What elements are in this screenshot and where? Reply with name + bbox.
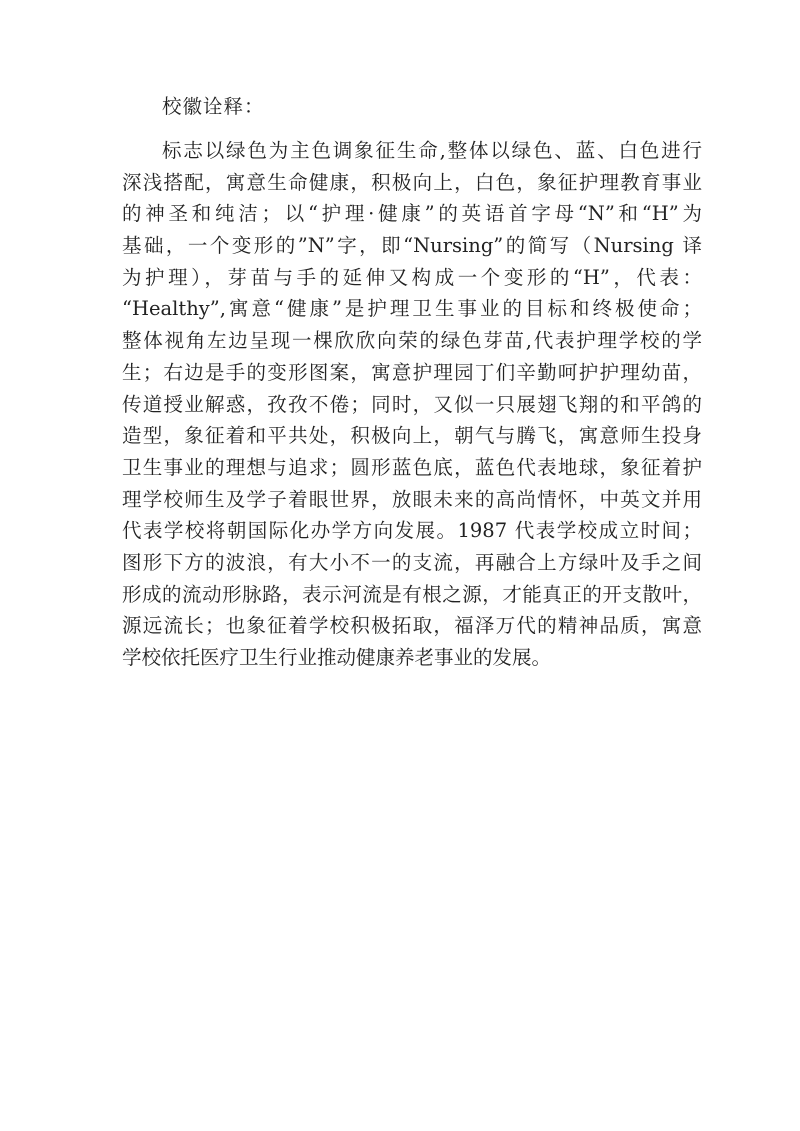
section-heading: 校徽诠释： [162, 95, 265, 118]
paragraph-line: “Healthy”,寓意“健康”是护理卫生事业的目标和终极使命； [122, 297, 702, 321]
paragraph-line: 理学校师生及学子着眼世界，放眼未来的高尚情怀，中英文并用 [122, 487, 702, 511]
paragraph-line: 学校依托医疗卫生行业推动健康养老事业的发展。 [122, 646, 552, 669]
paragraph-line: 形成的流动形脉路，表示河流是有根之源，才能真正的开支散叶， [122, 582, 702, 606]
paragraph-line: 为护理），芽苗与手的延伸又构成一个变形的“H”，代表： [122, 265, 702, 289]
paragraph-line: 整体视角左边呈现一棵欣欣向荣的绿色芽苗,代表护理学校的学 [122, 329, 702, 353]
body-paragraph [122, 135, 702, 674]
paragraph-line: 图形下方的波浪，有大小不一的支流，再融合上方绿叶及手之间 [122, 550, 702, 574]
paragraph-line: 生；右边是手的变形图案，寓意护理园丁们辛勤呵护护理幼苗， [122, 360, 702, 384]
paragraph-line: 传道授业解惑，孜孜不倦；同时，又似一只展翅飞翔的和平鸽的 [122, 392, 702, 416]
paragraph-line: 深浅搭配，寓意生命健康，积极向上，白色，象征护理教育事业 [122, 170, 702, 194]
paragraph-line: 造型，象征着和平共处，积极向上，朝气与腾飞，寓意师生投身 [122, 424, 702, 448]
paragraph-line: 卫生事业的理想与追求；圆形蓝色底，蓝色代表地球，象征着护 [122, 455, 702, 479]
paragraph-line: 源远流长；也象征着学校积极拓取，福泽万代的精神品质，寓意 [122, 614, 702, 638]
paragraph-line: 代表学校将朝国际化办学方向发展。1987 代表学校成立时间； [122, 519, 702, 543]
paragraph-line: 标志以绿色为主色调象征生命,整体以绿色、蓝、白色进行 [162, 139, 702, 162]
paragraph-line: 的神圣和纯洁；以“护理·健康”的英语首字母“N”和“H”为 [122, 202, 702, 226]
paragraph-line: 基础，一个变形的”N”字，即“Nursing”的简写（Nursing 译 [122, 234, 702, 258]
